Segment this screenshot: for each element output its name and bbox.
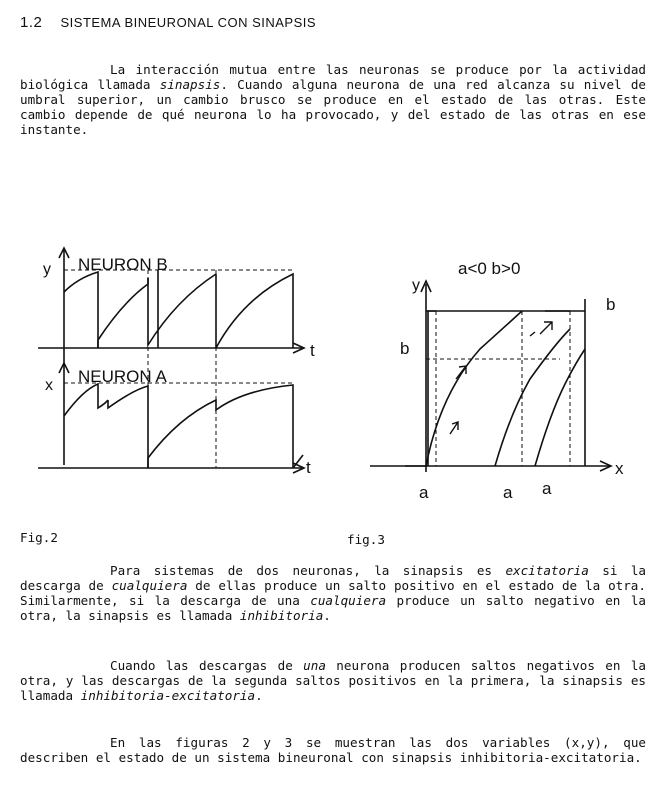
intro-text: La interacción mutua entre las neuronas se produce por la actividad biológica llamada: [20, 62, 646, 92]
term-una: una: [303, 658, 326, 673]
term-inhibitoria: inhibitoria: [239, 608, 324, 623]
fig3-trajectories: [405, 311, 585, 466]
fig3-a-label-2: a: [503, 483, 513, 502]
term-cualquiera-2: cualquiera: [310, 593, 387, 608]
section-header: [20, 14, 316, 31]
term-excitatoria: excitatoria: [505, 563, 589, 578]
fig2-neuron-b-curves: [64, 270, 293, 348]
section-number: 1.2: [20, 14, 43, 31]
term-sinapsis: sinapsis: [159, 77, 221, 92]
fig2-t-label-bottom: t: [306, 458, 311, 477]
fig3-b-left-label: b: [400, 339, 410, 358]
fig3-direction-arrows: [450, 322, 552, 434]
paragraph-figures: [20, 735, 646, 765]
figure-3: [370, 254, 640, 504]
fig2-neuron-a-label: NEURON A: [78, 367, 167, 386]
figure-2: [38, 240, 328, 480]
fig2-neuron-b-label: NEURON B: [78, 255, 168, 274]
figure-3-plot: [370, 254, 640, 504]
fig2-caption: Fig.2: [20, 530, 58, 545]
paragraph-excitatory: Para sistemas de dos neuronas, la sinapsis es excitatoria si la descarga de cualquiera de ellas produce un salto positivo en el estado de la otra. Similarmente, si la descarga de una cualquiera produce un salto negativo en la otra, la sinapsis es llamada inhibitoria.: [20, 563, 646, 623]
fig3-caption: fig.3: [347, 532, 385, 547]
term-inhibitoria-excitatoria: inhibitoria-excitatoria: [80, 688, 256, 703]
fig2-y-label: y: [43, 261, 51, 278]
figures-text: En las figuras 2 y 3 se muestran las dos variables (x,y), que describen el estado de un sistema bineuronal con sinapsis inhibitoria-excitatoria.: [20, 735, 646, 765]
fig3-condition: a<0 b>0: [458, 259, 521, 278]
paragraph-inhibitory-excitatory: Cuando las descargas de una neurona producen saltos negativos en la otra, y las descargas de la segunda saltos positivos en la primera, la sinapsis es llamada inhibitoria-excitatoria.: [20, 658, 646, 703]
intro-rest: . Cuando alguna neurona de una red alcanza su nivel de umbral superior, un cambio brusco se produce en el estado de las otras. Este cambio depende de qué neurona lo ha provocado, y del estado de las otras en ese instante.: [20, 77, 646, 137]
fig3-a-label-1: a: [419, 483, 429, 502]
paragraph-intro: [20, 62, 646, 137]
fig2-x-label: x: [45, 377, 53, 394]
fig2-neuron-a-curves: [64, 384, 303, 468]
fig3-y-label: y: [412, 277, 420, 294]
figure-2-plot: [38, 240, 328, 480]
fig3-b-right-label: b: [606, 295, 616, 314]
fig2-t-label-top: t: [310, 341, 315, 360]
fig3-a-label-3: a: [542, 479, 552, 498]
section-title: SISTEMA BINEURONAL CON SINAPSIS: [60, 15, 317, 30]
fig3-x-label: x: [615, 459, 624, 478]
term-cualquiera-1: cualquiera: [111, 578, 188, 593]
